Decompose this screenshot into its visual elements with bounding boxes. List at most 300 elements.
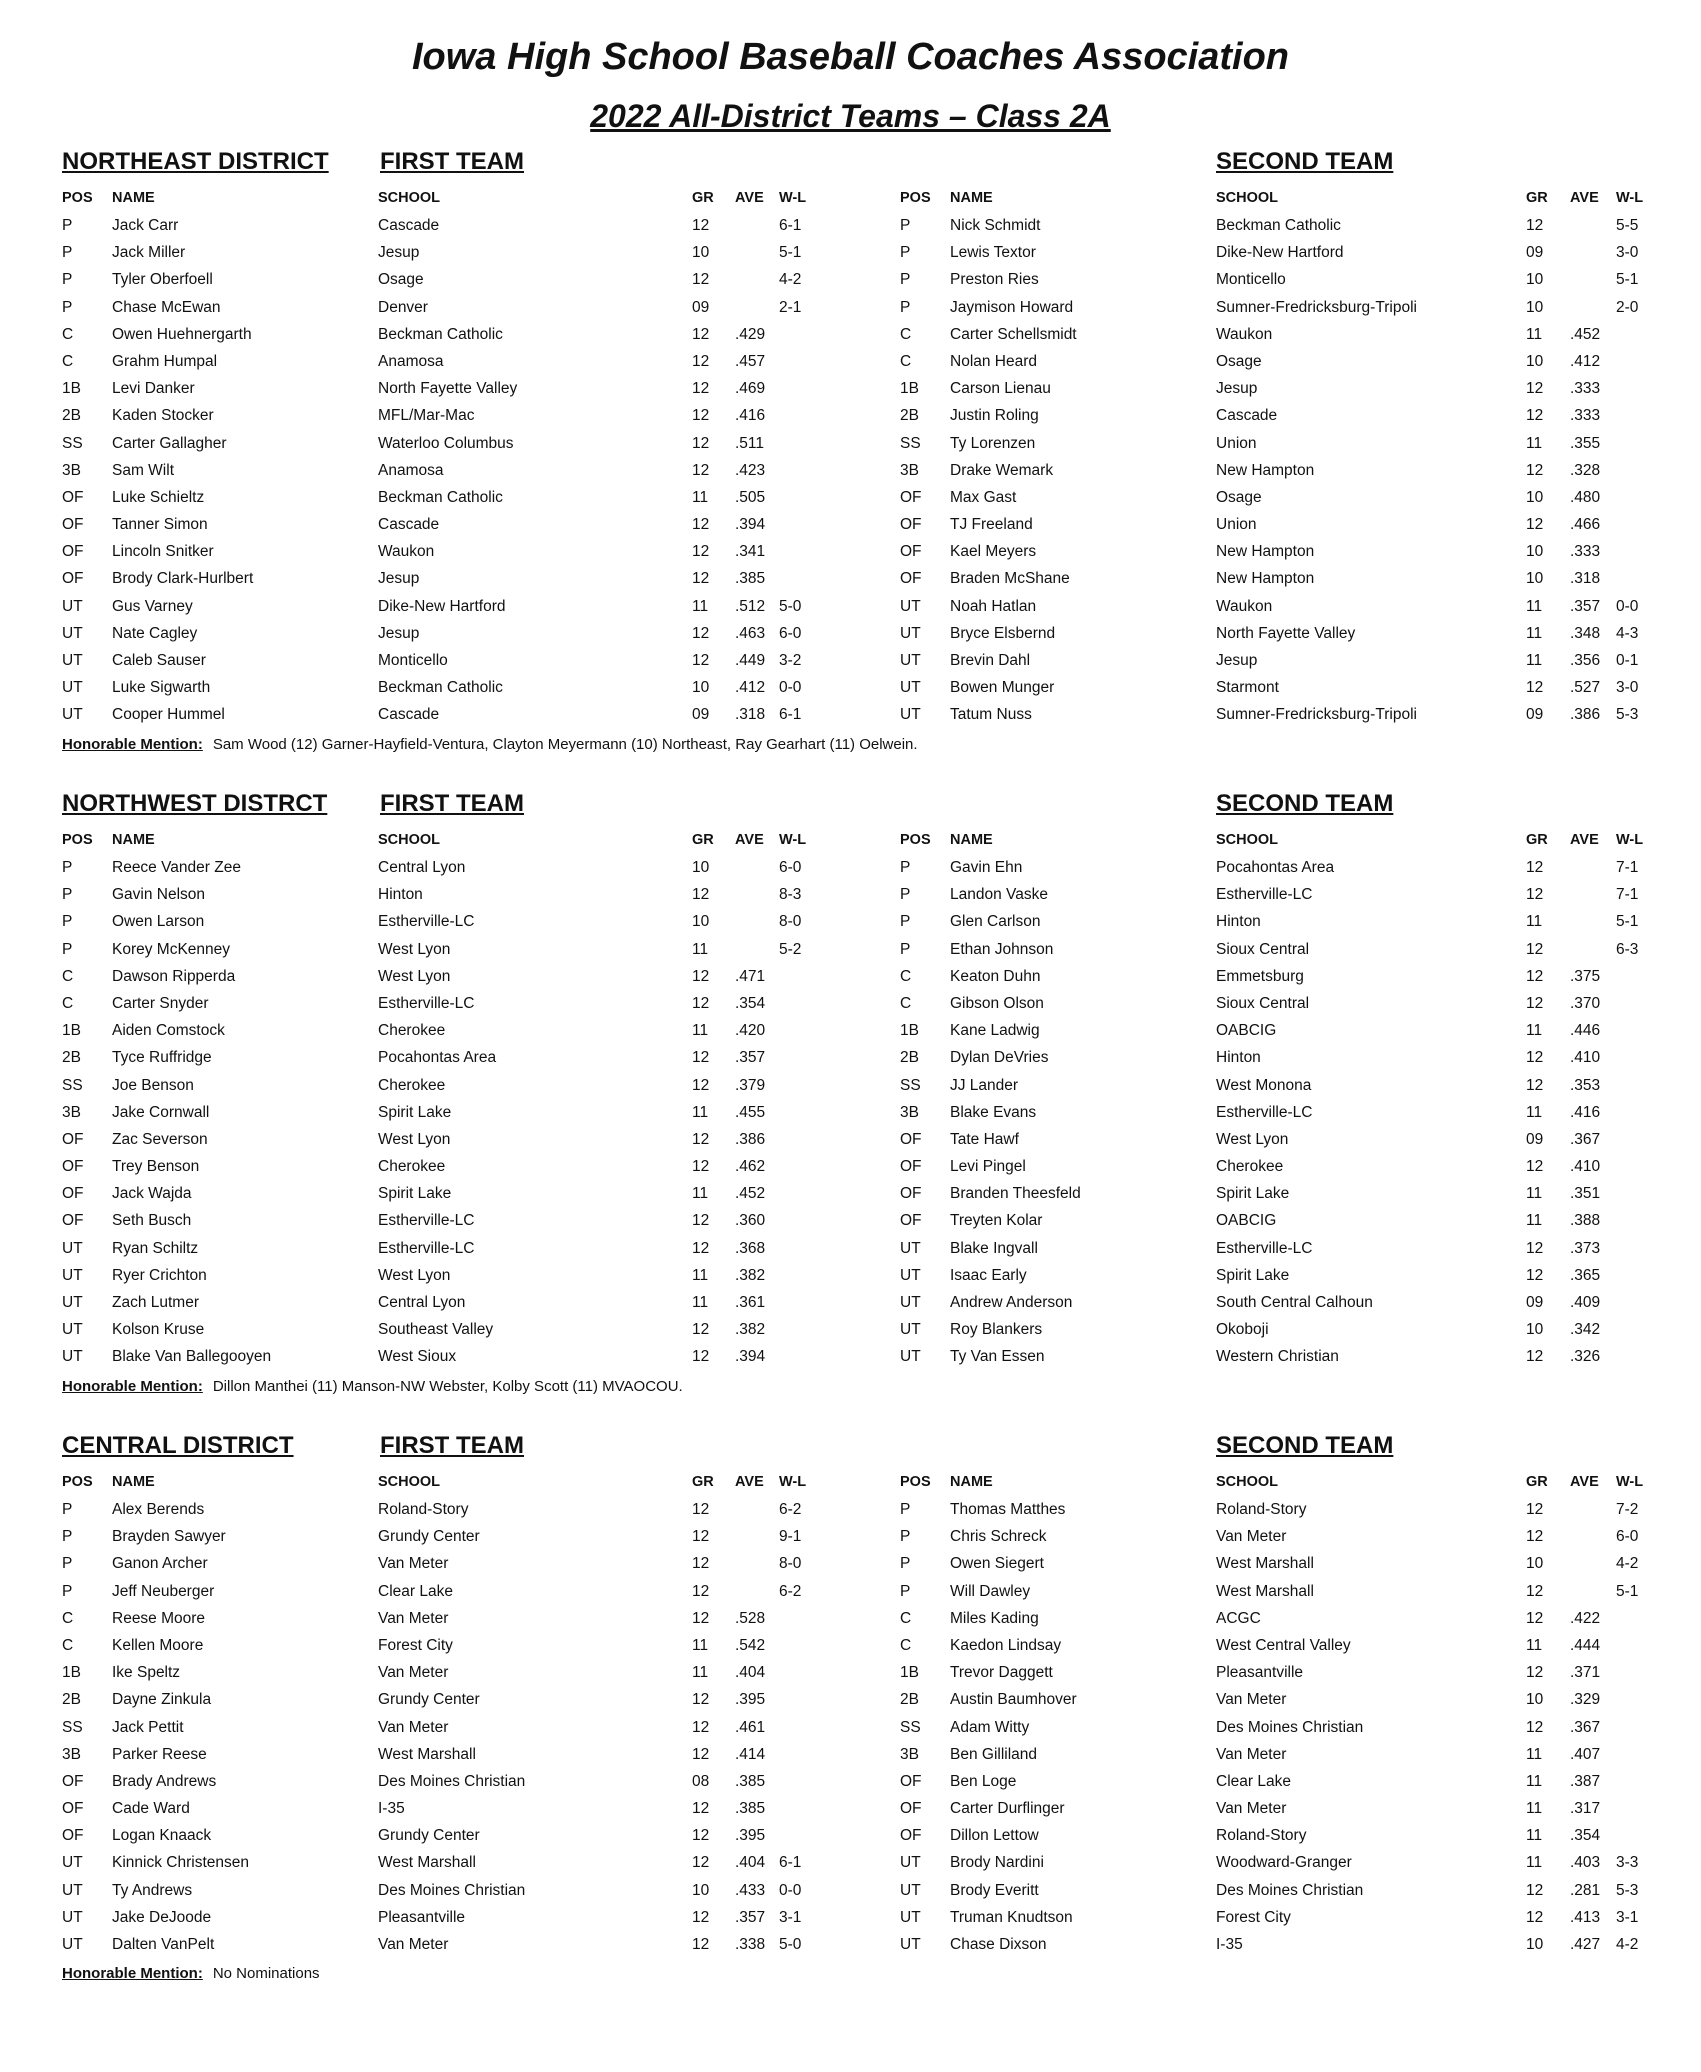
cell-gr: 11 [1526, 624, 1543, 642]
cell-wl: 7-2 [1616, 1501, 1639, 1518]
cell-name: Bryce Elsbernd [950, 624, 1056, 642]
cell-name: Blake Evans [950, 1103, 1037, 1121]
cell-name: Tanner Simon [112, 516, 208, 534]
cell-school: Sioux Central [1216, 994, 1310, 1012]
cell-school: Starmont [1216, 679, 1279, 697]
cell-school: Estherville-LC [378, 994, 475, 1012]
cell-school: Jesup [1216, 652, 1258, 669]
cell-name: Dayne Zinkula [112, 1691, 212, 1709]
cell-pos: 3B [900, 1745, 919, 1763]
cell-pos: 2B [900, 1691, 919, 1709]
cell-pos: 3B [62, 461, 81, 479]
cell-gr: 12 [1526, 1609, 1544, 1627]
cell-gr: 12 [1526, 1501, 1544, 1518]
second-team-title: SECOND TEAM [1216, 1432, 1394, 1459]
cell-wl: 5-1 [1616, 1582, 1639, 1600]
cell-gr: 11 [692, 1266, 709, 1284]
cell-ave: .452 [1570, 325, 1601, 343]
cell-school: Forest City [1216, 1908, 1291, 1926]
cell-name: Tyce Ruffridge [112, 1049, 212, 1067]
honorable-mention [62, 1965, 320, 1982]
first-team-title: FIRST TEAM [380, 148, 524, 175]
cell-school: Des Moines Christian [378, 1881, 526, 1899]
cell-pos: OF [62, 543, 84, 561]
cell-pos: P [62, 1555, 73, 1573]
cell-gr: 12 [1526, 994, 1544, 1012]
cell-ave: .471 [735, 967, 766, 985]
cell-gr: 08 [692, 1772, 710, 1790]
cell-ave: .410 [1570, 1049, 1601, 1067]
cell-school: Sumner-Fredricksburg-Tripoli [1216, 706, 1417, 724]
cell-gr: 11 [692, 1664, 709, 1682]
header-gr: GR [692, 190, 714, 206]
header-pos: POS [900, 832, 931, 848]
cell-school: Osage [378, 271, 424, 289]
cell-pos: P [900, 913, 911, 931]
cell-ave: .326 [1570, 1348, 1601, 1366]
header-school: SCHOOL [378, 832, 441, 848]
cell-ave: .416 [735, 407, 766, 425]
cell-gr: 10 [1526, 1691, 1544, 1709]
cell-name: Reese Moore [112, 1609, 206, 1627]
cell-gr: 12 [1526, 940, 1544, 958]
cell-wl: 5-2 [779, 940, 802, 958]
cell-gr: 12 [1526, 1908, 1544, 1926]
header-name: NAME [950, 190, 993, 206]
cell-school: Pocahontas Area [1216, 859, 1335, 876]
cell-school: Central Lyon [378, 859, 466, 876]
cell-gr: 12 [692, 1158, 710, 1176]
cell-name: Nate Cagley [112, 624, 198, 642]
cell-name: Ty Lorenzen [950, 434, 1036, 452]
cell-gr: 12 [692, 570, 710, 588]
cell-school: Cascade [378, 706, 440, 724]
cell-school: Cascade [378, 516, 440, 534]
cell-school: New Hampton [1216, 461, 1315, 479]
cell-name: Zach Lutmer [112, 1294, 200, 1311]
cell-gr: 12 [692, 380, 710, 398]
honorable-mention-text: Dillon Manthei (11) Manson-NW Webster, Kolby Scott (11) MVAOCOU. [212, 1377, 683, 1395]
cell-ave: .357 [735, 1049, 766, 1067]
cell-ave: .357 [1570, 597, 1601, 615]
cell-name: Jack Miller [112, 244, 186, 262]
cell-name: Grahm Humpal [112, 352, 218, 370]
cell-gr: 12 [692, 1321, 710, 1339]
cell-school: Pleasantville [378, 1908, 466, 1926]
header-name: NAME [950, 1474, 993, 1490]
cell-pos: P [900, 1582, 911, 1600]
cell-ave: .341 [735, 543, 766, 561]
cell-school: I-35 [1216, 1936, 1243, 1953]
cell-name: Owen Huehnergarth [112, 325, 252, 343]
cell-name: Reece Vander Zee [112, 859, 241, 876]
cell-pos: UT [900, 597, 921, 615]
cell-pos: OF [62, 1158, 84, 1176]
header-ave: AVE [1570, 832, 1599, 848]
cell-gr: 12 [1526, 1076, 1544, 1094]
cell-name: Dillon Lettow [950, 1827, 1039, 1845]
cell-ave: .386 [735, 1130, 766, 1148]
cell-name: Brody Nardini [950, 1854, 1044, 1872]
cell-gr: 12 [1526, 217, 1544, 234]
cell-name: Joe Benson [112, 1076, 194, 1094]
cell-pos: UT [900, 679, 921, 697]
cell-school: Van Meter [1216, 1691, 1287, 1709]
cell-name: Landon Vaske [950, 886, 1048, 904]
cell-school: Pleasantville [1216, 1664, 1304, 1682]
header-gr: GR [692, 832, 714, 848]
cell-gr: 12 [692, 1555, 710, 1573]
cell-school: Hinton [1216, 913, 1261, 931]
cell-name: Chase Dixson [950, 1936, 1047, 1953]
cell-pos: OF [62, 516, 84, 534]
cell-name: Nolan Heard [950, 352, 1038, 370]
cell-gr: 11 [692, 1185, 709, 1203]
cell-pos: OF [900, 543, 922, 561]
honorable-mention-label: Honorable Mention: [62, 735, 203, 753]
cell-pos: OF [900, 1800, 922, 1818]
cell-school: Beckman Catholic [378, 679, 503, 697]
cell-name: Carter Snyder [112, 994, 209, 1012]
cell-wl: 0-1 [1616, 652, 1639, 669]
page-subtitle: 2022 All-District Teams – Class 2A [590, 98, 1111, 134]
cell-pos: OF [900, 1772, 922, 1790]
cell-gr: 11 [1526, 1854, 1543, 1872]
cell-name: Kaedon Lindsay [950, 1636, 1062, 1654]
cell-pos: P [900, 886, 911, 904]
cell-name: Luke Schieltz [112, 488, 205, 506]
cell-gr: 11 [692, 597, 709, 615]
cell-ave: .365 [1570, 1266, 1601, 1284]
cell-gr: 12 [692, 624, 710, 642]
cell-name: Treyten Kolar [950, 1212, 1043, 1230]
cell-school: Dike-New Hartford [378, 597, 506, 615]
cell-gr: 12 [692, 1908, 710, 1926]
cell-gr: 12 [692, 1854, 710, 1872]
cell-pos: OF [900, 488, 922, 506]
cell-gr: 12 [692, 1609, 710, 1627]
header-wl: W-L [1616, 1474, 1644, 1490]
cell-ave: .379 [735, 1076, 766, 1094]
cell-ave: .403 [1570, 1854, 1601, 1872]
cell-pos: C [900, 994, 912, 1012]
cell-pos: 2B [900, 407, 919, 425]
cell-school: Van Meter [1216, 1528, 1287, 1546]
honorable-mention-text: Sam Wood (12) Garner-Hayfield-Ventura, Clayton Meyermann (10) Northeast, Ray Gearhart (11) Oelwein. [212, 735, 918, 753]
cell-school: Forest City [378, 1636, 453, 1654]
cell-pos: SS [62, 1076, 83, 1094]
cell-ave: .385 [735, 1800, 766, 1818]
cell-pos: 3B [900, 1103, 919, 1121]
cell-gr: 11 [1526, 1212, 1543, 1230]
cell-gr: 10 [692, 1881, 710, 1899]
cell-ave: .355 [1570, 434, 1601, 452]
cell-name: Lewis Textor [950, 244, 1036, 262]
cell-school: West Lyon [378, 940, 451, 958]
cell-ave: .395 [735, 1691, 766, 1709]
cell-ave: .422 [1570, 1609, 1601, 1627]
header-gr: GR [1526, 832, 1548, 848]
cell-name: Ty Andrews [112, 1881, 193, 1899]
cell-pos: 3B [900, 461, 919, 479]
cell-school: Osage [1216, 488, 1262, 506]
second-team-title: SECOND TEAM [1216, 148, 1394, 175]
cell-pos: C [62, 967, 74, 985]
cell-school: North Fayette Valley [1216, 624, 1356, 642]
cell-pos: OF [62, 1212, 84, 1230]
cell-wl: 4-2 [1616, 1555, 1639, 1573]
cell-school: West Lyon [378, 967, 451, 985]
cell-school: Hinton [378, 886, 423, 904]
cell-name: Lincoln Snitker [112, 543, 214, 561]
cell-pos: OF [900, 570, 922, 588]
cell-pos: UT [62, 679, 83, 697]
cell-name: Jeff Neuberger [112, 1582, 215, 1600]
cell-name: Thomas Matthes [950, 1501, 1066, 1518]
cell-ave: .412 [735, 679, 766, 697]
cell-gr: 11 [1526, 913, 1543, 931]
cell-school: Roland-Story [1216, 1827, 1307, 1845]
cell-name: Will Dawley [950, 1582, 1031, 1600]
header-school: SCHOOL [1216, 1474, 1279, 1490]
cell-wl: 4-2 [1616, 1936, 1639, 1953]
cell-ave: .394 [735, 516, 766, 534]
cell-gr: 11 [692, 1022, 709, 1040]
cell-gr: 12 [692, 652, 710, 669]
cell-wl: 0-0 [779, 1881, 802, 1899]
cell-name: Austin Baumhover [950, 1691, 1077, 1709]
cell-gr: 12 [1526, 1528, 1544, 1546]
cell-name: Truman Knudtson [950, 1908, 1073, 1926]
cell-name: Gibson Olson [950, 994, 1044, 1012]
cell-name: Dawson Ripperda [112, 967, 236, 985]
cell-wl: 4-2 [779, 271, 802, 289]
cell-gr: 12 [692, 543, 710, 561]
cell-pos: UT [900, 624, 921, 642]
cell-gr: 09 [1526, 244, 1544, 262]
cell-school: Waterloo Columbus [378, 434, 514, 452]
cell-name: Carson Lienau [950, 380, 1051, 398]
cell-pos: C [900, 967, 912, 985]
cell-school: Cherokee [1216, 1158, 1284, 1176]
cell-school: Spirit Lake [1216, 1266, 1290, 1284]
cell-school: Clear Lake [378, 1582, 453, 1600]
cell-gr: 12 [692, 1049, 710, 1067]
cell-name: Brady Andrews [112, 1772, 217, 1790]
cell-name: Keaton Duhn [950, 967, 1041, 985]
cell-school: Van Meter [378, 1936, 449, 1953]
cell-name: Dylan DeVries [950, 1049, 1049, 1067]
cell-school: West Sioux [378, 1348, 457, 1366]
cell-pos: P [62, 940, 73, 958]
cell-wl: 6-1 [779, 217, 802, 234]
header-wl: W-L [779, 832, 807, 848]
cell-gr: 12 [692, 271, 710, 289]
cell-ave: .385 [735, 570, 766, 588]
cell-wl: 7-1 [1616, 859, 1639, 876]
cell-pos: OF [62, 570, 84, 588]
cell-school: Estherville-LC [378, 1212, 475, 1230]
cell-school: Estherville-LC [1216, 886, 1313, 904]
header-name: NAME [112, 832, 155, 848]
cell-pos: UT [900, 1936, 921, 1953]
cell-school: West Marshall [378, 1854, 476, 1872]
cell-pos: P [62, 1528, 73, 1546]
cell-school: I-35 [378, 1800, 405, 1818]
cell-pos: P [62, 913, 73, 931]
cell-wl: 6-1 [779, 706, 802, 724]
cell-school: Hinton [1216, 1049, 1261, 1067]
cell-school: Waukon [1216, 325, 1273, 343]
cell-gr: 12 [1526, 461, 1544, 479]
cell-ave: .356 [1570, 652, 1601, 669]
cell-gr: 12 [692, 434, 710, 452]
cell-gr: 09 [692, 298, 710, 316]
cell-gr: 11 [1526, 1745, 1543, 1763]
cell-pos: C [900, 1609, 912, 1627]
first-team-title: FIRST TEAM [380, 1432, 524, 1459]
cell-pos: SS [900, 1076, 921, 1094]
cell-name: Brody Everitt [950, 1881, 1039, 1899]
cell-school: Union [1216, 434, 1257, 452]
cell-name: Jack Wajda [112, 1185, 192, 1203]
cell-gr: 11 [1526, 1636, 1543, 1654]
cell-pos: 3B [62, 1103, 81, 1121]
cell-school: Clear Lake [1216, 1772, 1291, 1790]
cell-ave: .423 [735, 461, 766, 479]
cell-pos: UT [900, 1348, 921, 1366]
cell-ave: .373 [1570, 1239, 1601, 1257]
cell-name: Seth Busch [112, 1212, 192, 1230]
cell-gr: 12 [692, 1348, 710, 1366]
cell-gr: 10 [692, 913, 710, 931]
cell-ave: .394 [735, 1348, 766, 1366]
cell-ave: .446 [1570, 1022, 1601, 1040]
cell-school: Waukon [378, 543, 435, 561]
cell-pos: 2B [62, 1049, 81, 1067]
cell-ave: .416 [1570, 1103, 1601, 1121]
cell-ave: .333 [1570, 380, 1601, 398]
cell-ave: .328 [1570, 461, 1601, 479]
cell-ave: .480 [1570, 488, 1601, 506]
cell-name: Ty Van Essen [950, 1348, 1045, 1366]
cell-gr: 12 [692, 967, 710, 985]
cell-ave: .382 [735, 1266, 766, 1284]
cell-gr: 12 [1526, 886, 1544, 904]
cell-gr: 12 [1526, 1239, 1544, 1257]
cell-school: Des Moines Christian [1216, 1718, 1364, 1736]
cell-school: Jesup [378, 244, 420, 262]
cell-gr: 10 [692, 244, 710, 262]
cell-pos: 2B [62, 1691, 81, 1709]
cell-school: Des Moines Christian [1216, 1881, 1364, 1899]
cell-gr: 11 [1526, 1827, 1543, 1845]
cell-school: South Central Calhoun [1216, 1294, 1373, 1311]
cell-name: Ganon Archer [112, 1555, 208, 1573]
district-section [0, 148, 1701, 788]
cell-wl: 6-1 [779, 1854, 802, 1872]
cell-pos: OF [62, 1130, 84, 1148]
cell-gr: 11 [692, 488, 709, 506]
cell-ave: .512 [735, 597, 766, 615]
cell-gr: 09 [692, 706, 710, 724]
cell-gr: 12 [1526, 1664, 1544, 1682]
cell-pos: UT [62, 1348, 83, 1366]
cell-gr: 12 [692, 1691, 710, 1709]
cell-school: Western Christian [1216, 1348, 1339, 1366]
cell-name: Tatum Nuss [950, 706, 1032, 724]
cell-pos: OF [900, 516, 922, 534]
cell-gr: 12 [1526, 1266, 1544, 1284]
cell-school: Estherville-LC [1216, 1103, 1313, 1121]
cell-name: Ike Speltz [112, 1664, 181, 1682]
cell-gr: 10 [1526, 488, 1544, 506]
cell-school: Estherville-LC [1216, 1239, 1313, 1257]
cell-wl: 0-0 [1616, 597, 1639, 615]
cell-name: Ryan Schiltz [112, 1239, 199, 1257]
cell-name: Ben Loge [950, 1772, 1017, 1790]
cell-pos: OF [62, 488, 84, 506]
cell-school: Grundy Center [378, 1528, 480, 1546]
cell-ave: .452 [735, 1185, 766, 1203]
cell-gr: 12 [692, 1076, 710, 1094]
cell-gr: 10 [692, 679, 710, 697]
district-title: NORTHEAST DISTRICT [62, 148, 329, 175]
cell-ave: .461 [735, 1718, 766, 1736]
cell-wl: 5-5 [1616, 217, 1639, 234]
district-section [0, 790, 1701, 1430]
cell-name: Chris Schreck [950, 1528, 1047, 1546]
cell-school: Grundy Center [378, 1691, 480, 1709]
cell-gr: 09 [1526, 706, 1544, 724]
cell-gr: 09 [1526, 1294, 1544, 1311]
header-gr: GR [1526, 190, 1548, 206]
second-team-title: SECOND TEAM [1216, 790, 1394, 817]
cell-ave: .370 [1570, 994, 1601, 1012]
header-ave: AVE [1570, 190, 1599, 206]
cell-gr: 11 [1526, 597, 1543, 615]
cell-wl: 5-1 [1616, 271, 1639, 289]
cell-school: Cascade [378, 217, 440, 234]
cell-wl: 3-1 [1616, 1908, 1639, 1926]
cell-ave: .449 [735, 652, 766, 669]
cell-gr: 12 [1526, 1718, 1544, 1736]
cell-gr: 11 [692, 1103, 709, 1121]
cell-gr: 12 [692, 1528, 710, 1546]
cell-school: Denver [378, 298, 428, 316]
cell-ave: .368 [735, 1239, 766, 1257]
cell-wl: 3-3 [1616, 1854, 1639, 1872]
cell-name: Carter Gallagher [112, 434, 227, 452]
cell-ave: .395 [735, 1827, 766, 1845]
cell-school: Central Lyon [378, 1294, 466, 1311]
honorable-mention-label: Honorable Mention: [62, 1965, 203, 1983]
cell-ave: .404 [735, 1854, 766, 1872]
cell-pos: OF [62, 1772, 84, 1790]
cell-pos: OF [900, 1130, 922, 1148]
cell-gr: 12 [692, 1501, 710, 1518]
cell-gr: 11 [1526, 1772, 1543, 1790]
cell-name: Braden McShane [950, 570, 1070, 588]
cell-pos: 1B [900, 380, 919, 398]
cell-gr: 12 [692, 461, 710, 479]
cell-name: Kael Meyers [950, 543, 1037, 561]
cell-school: West Marshall [1216, 1555, 1314, 1573]
cell-name: Kane Ladwig [950, 1022, 1040, 1040]
cell-name: Korey McKenney [112, 940, 231, 958]
cell-ave: .462 [735, 1158, 766, 1176]
cell-pos: UT [900, 1294, 921, 1311]
